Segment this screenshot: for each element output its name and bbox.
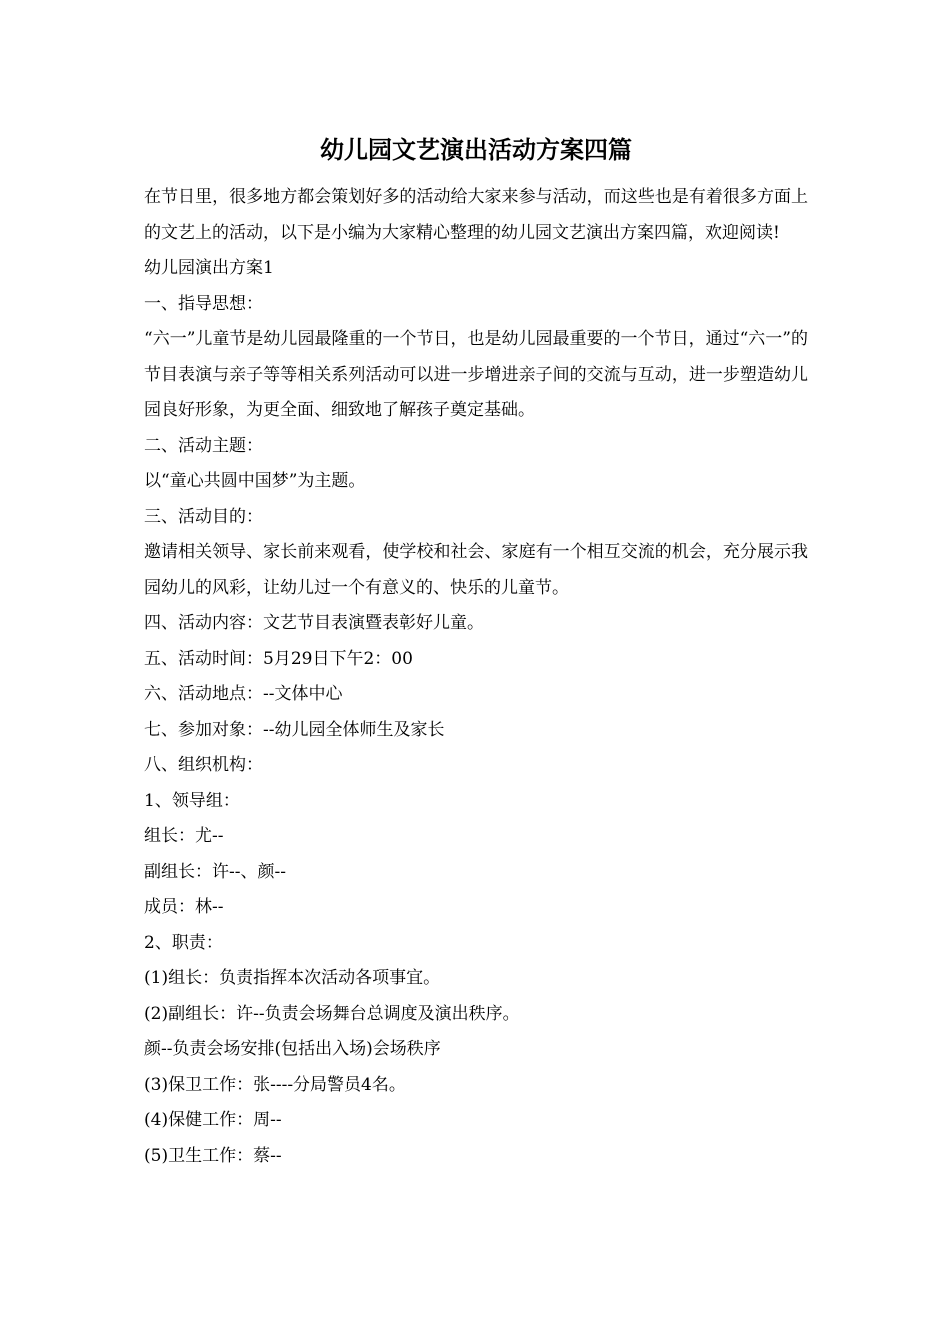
document-title: 幼儿园文艺演出活动方案四篇: [320, 135, 632, 164]
intro-paragraph: 在节日里，很多地方都会策划好多的活动给大家来参与活动，而这些也是有着很多方面上的文艺上的活动，以下是小编为大家精心整理的幼儿园文艺演出方案四篇，欢迎阅读!: [144, 187, 808, 243]
line-participants: 七、参加对象：--幼儿园全体师生及家长: [144, 719, 445, 740]
heading-duties: 2、职责：: [144, 932, 223, 953]
line-deputy-leaders: 副组长：许--、颜--: [144, 861, 286, 882]
document-page: [144, 132, 808, 1174]
heading-guiding-ideology: 一、指导思想：: [144, 293, 263, 314]
line-activity-time: 五、活动时间：5月29日下午2：00: [144, 648, 413, 669]
line-duty-leader: (1)组长：负责指挥本次活动各项事宜。: [144, 968, 441, 988]
paragraph-guiding-ideology: “六一”儿童节是幼儿园最隆重的一个节日，也是幼儿园最重要的一个节日，通过“六一”的节目表演与亲子等等相关系列活动可以进一步增进亲子间的交流与互动，进一步塑造幼儿园良好形象，为更全面、细致地了解孩子奠定基础。: [144, 329, 808, 420]
line-duty-security: (3)保卫工作：张----分局警员4名。: [144, 1074, 406, 1095]
line-duty-venue-order: 颜--负责会场安排(包括出入场)会场秩序: [144, 1039, 441, 1059]
line-members: 成员：林--: [144, 897, 224, 917]
line-duty-health: (4)保健工作：周--: [144, 1110, 282, 1130]
document-body: [144, 180, 808, 1174]
paragraph-activity-theme: 以“童心共圆中国梦”为主题。: [144, 471, 366, 491]
heading-leadership-group: 1、领导组：: [144, 790, 240, 811]
line-duty-deputy: (2)副组长：许--负责会场舞台总调度及演出秩序。: [144, 1003, 520, 1024]
line-duty-sanitation: (5)卫生工作：蔡--: [144, 1145, 282, 1166]
line-activity-location: 六、活动地点：--文体中心: [144, 684, 343, 704]
heading-activity-theme: 二、活动主题：: [144, 435, 263, 456]
heading-activity-purpose: 三、活动目的：: [144, 506, 263, 527]
section-heading-plan-1: 幼儿园演出方案1: [144, 258, 274, 278]
heading-organization: 八、组织机构：: [144, 755, 263, 775]
line-activity-content: 四、活动内容：文艺节目表演暨表彰好儿童。: [144, 613, 484, 633]
paragraph-activity-purpose: 邀请相关领导、家长前来观看，使学校和社会、家庭有一个相互交流的机会，充分展示我园幼儿的风彩，让幼儿过一个有意义的、快乐的儿童节。: [144, 542, 808, 598]
line-group-leader: 组长：尤--: [144, 826, 224, 846]
